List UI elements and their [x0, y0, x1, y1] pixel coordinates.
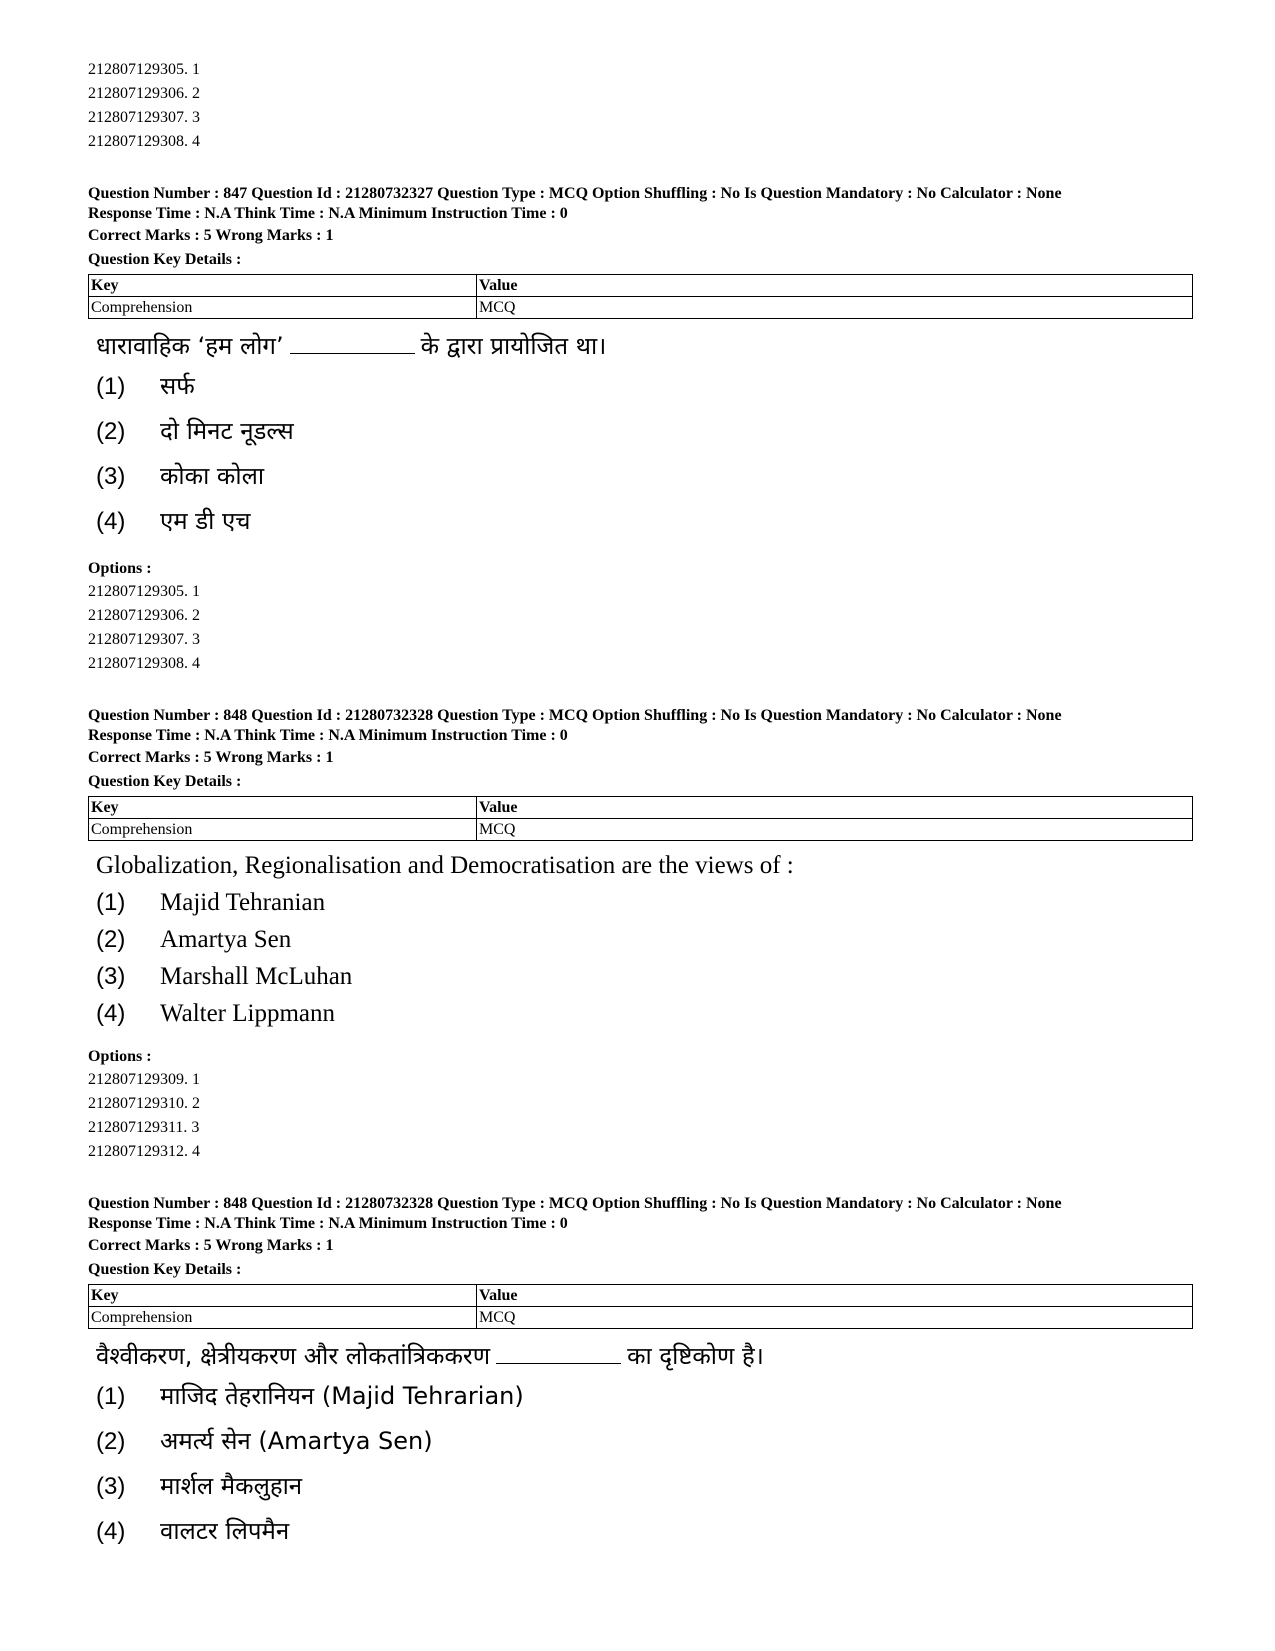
document-page	[88, 58, 1193, 1567]
table-cell-value: MCQ	[477, 297, 1193, 319]
option-line: 212807129307. 3	[88, 631, 200, 648]
choice-item	[96, 963, 1193, 1000]
key-details-label: Question Key Details :	[88, 773, 242, 790]
question-text-post: का दृष्टिकोण है।	[627, 1342, 764, 1370]
question-text	[96, 1339, 1193, 1373]
choice-number: (3)	[96, 963, 126, 990]
key-value-table	[88, 796, 1193, 841]
question-block-847	[88, 184, 1193, 676]
question-text-pre: वैश्वीकरण, क्षेत्रीयकरण और लोकतांत्रिककरण	[96, 1342, 491, 1370]
choice-list	[96, 889, 1193, 1037]
choice-item	[96, 459, 1193, 504]
key-value-table	[88, 1284, 1193, 1329]
option-line: 212807129305. 1	[88, 61, 200, 78]
choice-text: वालटर लिपमैन	[160, 1517, 290, 1545]
choice-list	[96, 369, 1193, 549]
key-value-table	[88, 274, 1193, 319]
table-header-key: Key	[89, 797, 477, 819]
choice-number: (2)	[96, 1428, 126, 1455]
table-header-value: Value	[477, 797, 1193, 819]
options-label: Options :	[88, 1048, 152, 1065]
question-text-post: के द्वारा प्रायोजित था।	[420, 332, 607, 360]
choice-number: (3)	[96, 463, 126, 490]
choice-number: (4)	[96, 1518, 126, 1545]
question-timing: Response Time : N.A Think Time : N.A Minimum Instruction Time : 0	[88, 205, 568, 222]
choice-number: (4)	[96, 1000, 126, 1027]
choice-item	[96, 1514, 1193, 1559]
table-cell-key: Comprehension	[89, 819, 477, 841]
choice-item	[96, 1469, 1193, 1514]
options-list	[88, 1068, 1193, 1164]
table-header-value: Value	[477, 275, 1193, 297]
choice-text: अमर्त्य सेन (Amartya Sen)	[160, 1427, 433, 1455]
choice-number: (2)	[96, 418, 126, 445]
choice-number: (1)	[96, 889, 126, 916]
choice-text: कोका कोला	[160, 462, 265, 490]
choice-item	[96, 926, 1193, 963]
blank-line	[496, 1341, 621, 1364]
choice-text: Amartya Sen	[160, 926, 292, 953]
table-header-key: Key	[89, 275, 477, 297]
table-header-value: Value	[477, 1285, 1193, 1307]
question-timing: Response Time : N.A Think Time : N.A Minimum Instruction Time : 0	[88, 1215, 568, 1232]
choice-item	[96, 1424, 1193, 1469]
question-meta: Question Number : 847 Question Id : 21280732327 Question Type : MCQ Option Shuffling : No Is Question Mandatory : No Calculator : None	[88, 185, 1062, 202]
question-text: Globalization, Regionalisation and Democratisation are the views of :	[96, 852, 794, 879]
top-options-list	[88, 58, 1193, 154]
question-block-848-en	[88, 706, 1193, 1164]
choice-text: Majid Tehranian	[160, 889, 326, 916]
choice-number: (2)	[96, 926, 126, 953]
option-line: 212807129306. 2	[88, 607, 200, 624]
table-cell-value: MCQ	[477, 1307, 1193, 1329]
option-line: 212807129310. 2	[88, 1095, 200, 1112]
option-line: 212807129307. 3	[88, 109, 200, 126]
question-marks: Correct Marks : 5 Wrong Marks : 1	[88, 227, 334, 244]
choice-text: माजिद तेहरानियन (Majid Tehrarian)	[160, 1382, 524, 1410]
question-timing: Response Time : N.A Think Time : N.A Minimum Instruction Time : 0	[88, 727, 568, 744]
question-text-pre: धारावाहिक ‘हम लोग’	[96, 332, 284, 360]
choice-number: (1)	[96, 1383, 126, 1410]
choice-number: (1)	[96, 373, 126, 400]
key-details-label: Question Key Details :	[88, 251, 242, 268]
option-line: 212807129309. 1	[88, 1071, 200, 1088]
choice-list	[96, 1379, 1193, 1559]
option-line: 212807129308. 4	[88, 133, 200, 150]
choice-text: एम डी एच	[160, 507, 251, 535]
option-line: 212807129312. 4	[88, 1143, 200, 1160]
choice-item	[96, 1000, 1193, 1037]
choice-item	[96, 414, 1193, 459]
option-line: 212807129311. 3	[88, 1119, 200, 1136]
key-details-label: Question Key Details :	[88, 1261, 242, 1278]
options-list	[88, 580, 1193, 676]
choice-text: Walter Lippmann	[160, 1000, 336, 1027]
option-line: 212807129308. 4	[88, 655, 200, 672]
question-meta: Question Number : 848 Question Id : 21280732328 Question Type : MCQ Option Shuffling : No Is Question Mandatory : No Calculator : None	[88, 1195, 1062, 1212]
options-label: Options :	[88, 560, 152, 577]
table-cell-value: MCQ	[477, 819, 1193, 841]
option-line: 212807129306. 2	[88, 85, 200, 102]
table-header-key: Key	[89, 1285, 477, 1307]
question-marks: Correct Marks : 5 Wrong Marks : 1	[88, 749, 334, 766]
choice-text: दो मिनट नूडल्स	[160, 417, 294, 445]
choice-number: (3)	[96, 1473, 126, 1500]
question-meta: Question Number : 848 Question Id : 21280732328 Question Type : MCQ Option Shuffling : No Is Question Mandatory : No Calculator : None	[88, 707, 1062, 724]
table-cell-key: Comprehension	[89, 297, 477, 319]
choice-text: Marshall McLuhan	[160, 963, 353, 990]
question-text	[96, 329, 1193, 363]
choice-text: मार्शल मैकलुहान	[160, 1472, 303, 1500]
question-marks: Correct Marks : 5 Wrong Marks : 1	[88, 1237, 334, 1254]
table-cell-key: Comprehension	[89, 1307, 477, 1329]
choice-item	[96, 369, 1193, 414]
blank-line	[290, 331, 415, 354]
choice-item	[96, 889, 1193, 926]
choice-text: सर्फ	[160, 372, 195, 400]
choice-item	[96, 504, 1193, 549]
question-block-848-hi	[88, 1194, 1193, 1559]
choice-number: (4)	[96, 508, 126, 535]
choice-item	[96, 1379, 1193, 1424]
option-line: 212807129305. 1	[88, 583, 200, 600]
